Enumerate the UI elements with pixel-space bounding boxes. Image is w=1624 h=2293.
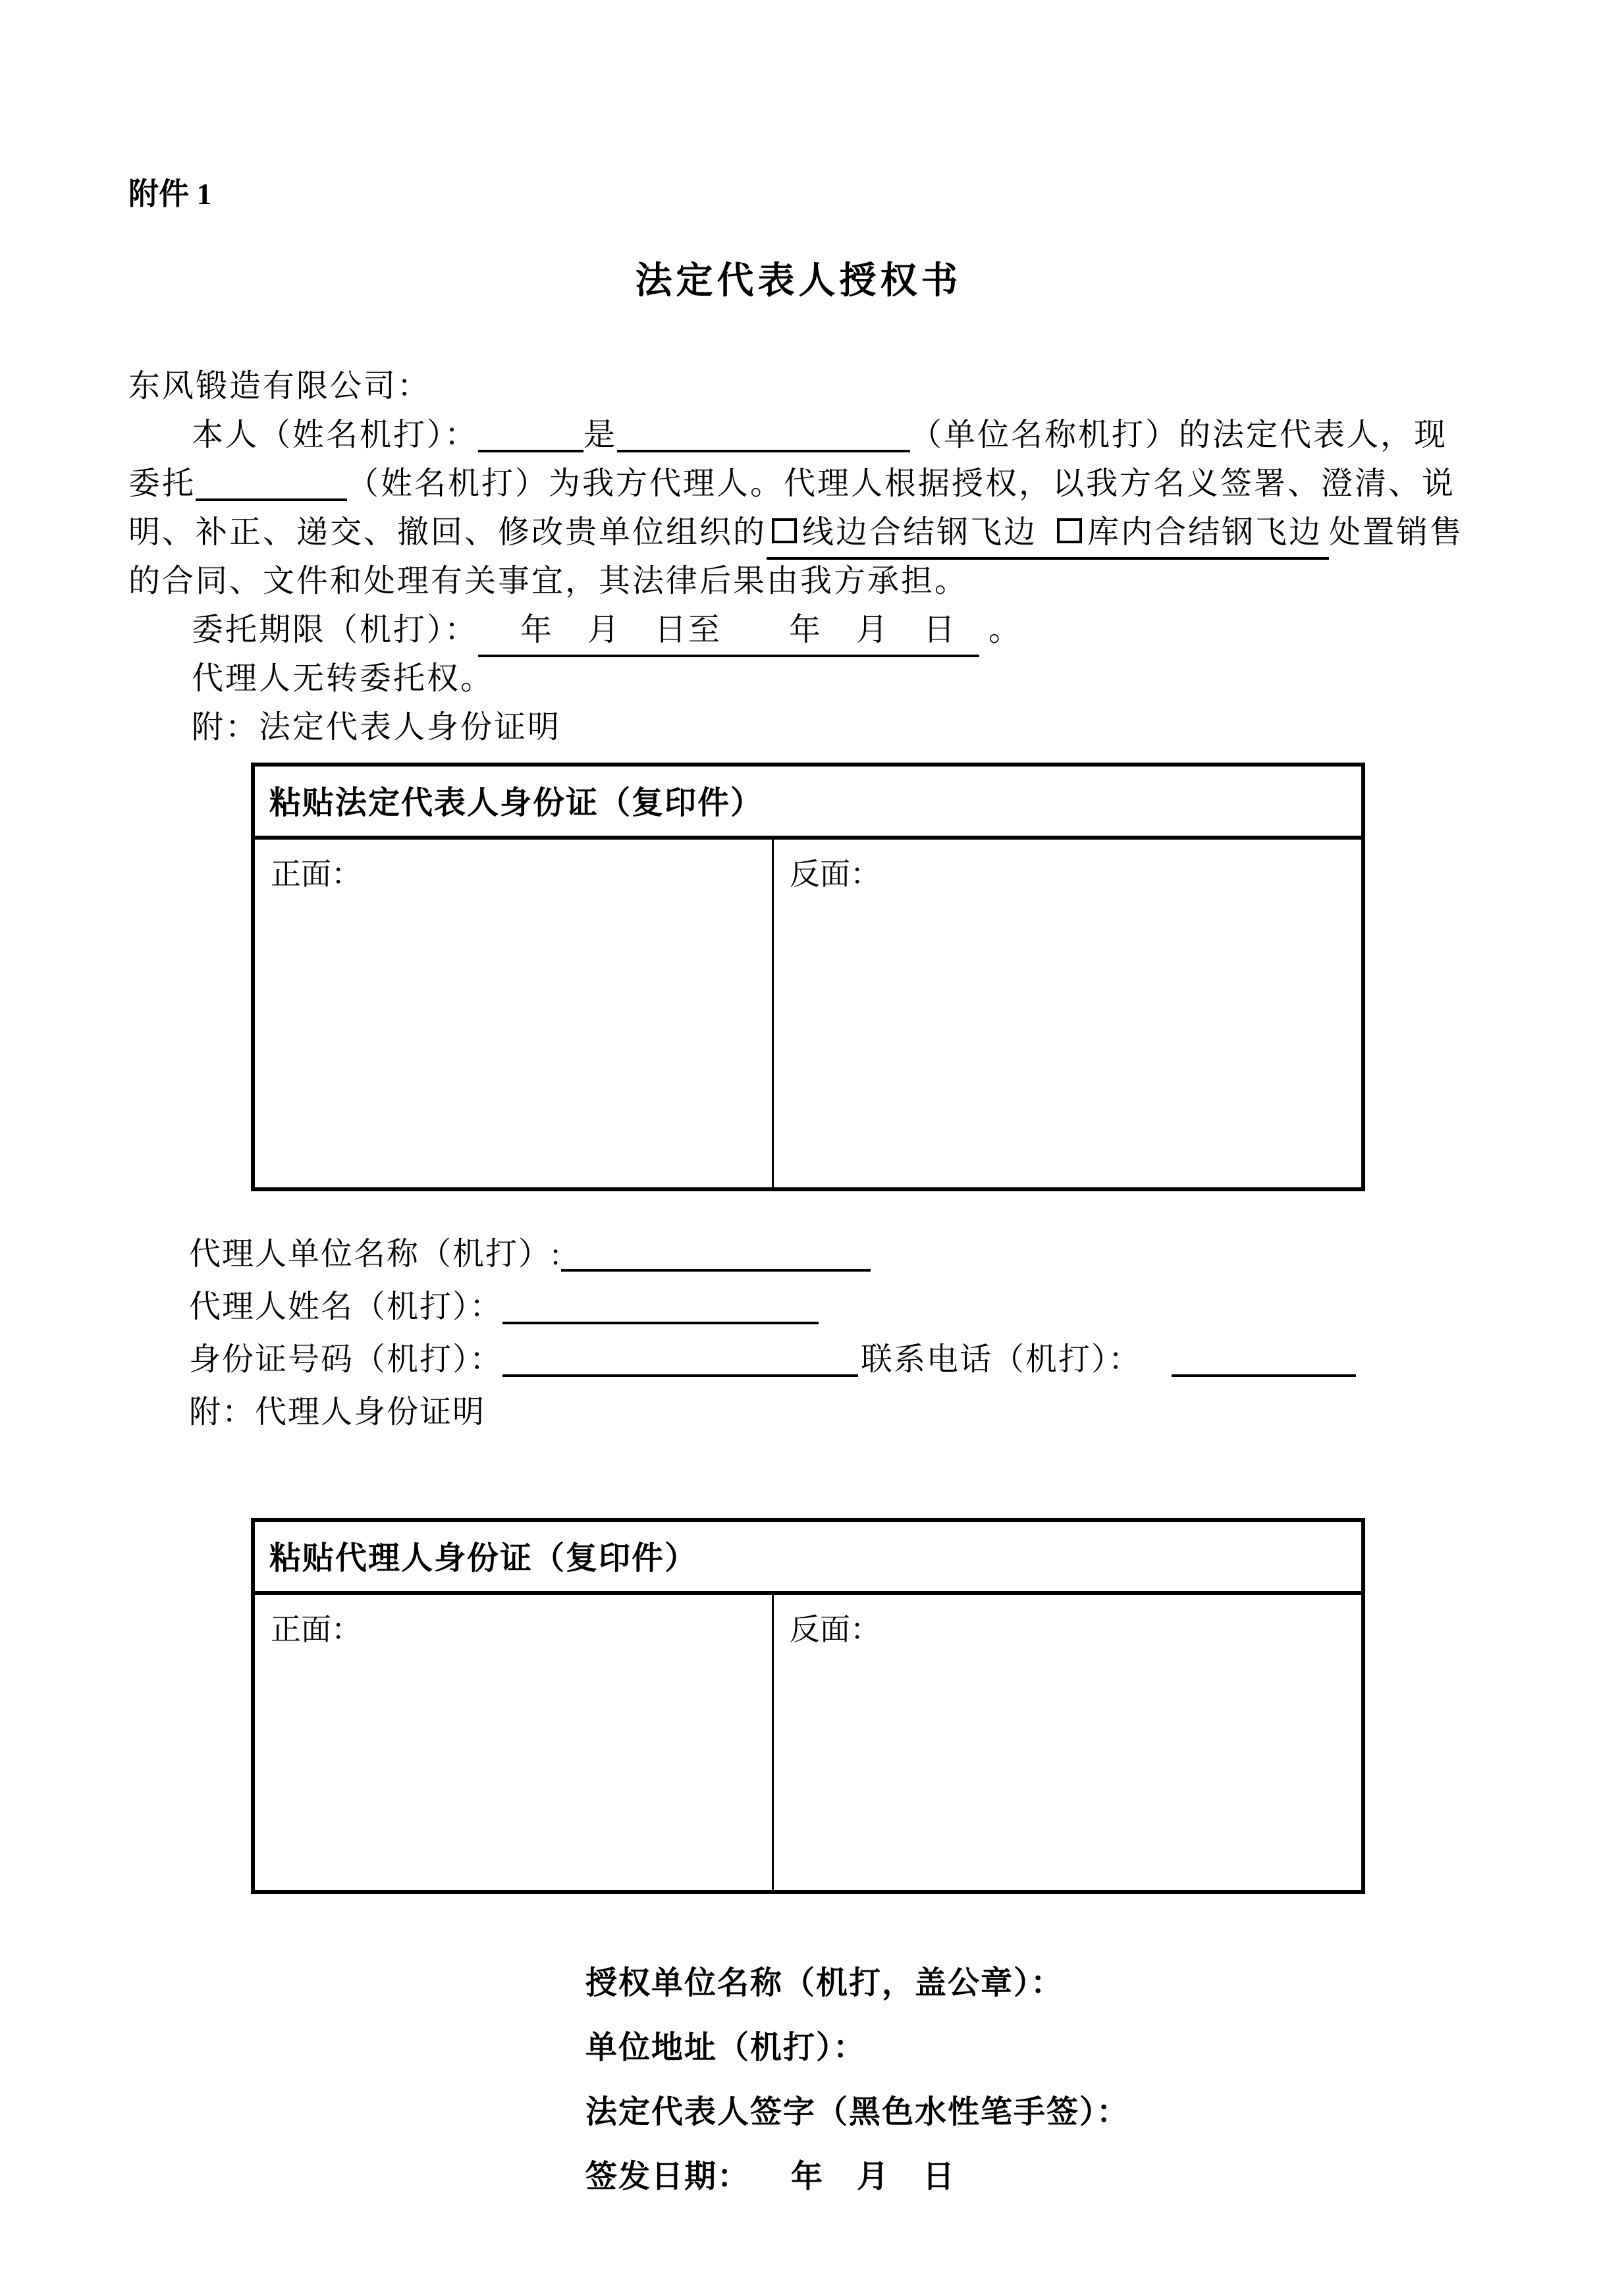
paragraph-line-1 bbox=[128, 411, 1469, 460]
unit-address-line: 单位地址（机打）： bbox=[585, 2030, 867, 2065]
no-subdelegation-note: 代理人无转委托权。 bbox=[192, 661, 495, 696]
agent-id-table-header: 粘贴代理人身份证（复印件） bbox=[255, 1522, 1361, 1595]
authorization-body bbox=[128, 362, 1469, 752]
authorizing-unit-name-line: 授权单位名称（机打，盖公章）： bbox=[585, 1966, 1064, 2001]
legal-rep-id-back-cell bbox=[774, 840, 1361, 1187]
duration-line bbox=[128, 606, 1469, 655]
agent-id-attachment-note: 附：代理人身份证明 bbox=[189, 1395, 486, 1430]
agent-phone-blank-underline bbox=[1172, 1344, 1356, 1377]
option-warehouse-flash: 库内合结钢飞边 bbox=[1087, 515, 1323, 550]
agent-id-phone-line bbox=[128, 1334, 1469, 1386]
agent-id-number-label: 身份证号码（机打）： bbox=[189, 1342, 503, 1377]
agent-name-line bbox=[128, 1281, 1469, 1334]
legal-rep-signature-line: 法定代表人签字（黑色水性笔手签）： bbox=[585, 2095, 1130, 2130]
duration-period: 。 bbox=[988, 612, 1023, 647]
legal-rep-id-table bbox=[251, 763, 1365, 1191]
duration-date-fields: 年 月 日至 年 月 日 bbox=[520, 612, 958, 647]
legal-rep-id-table-body bbox=[255, 840, 1361, 1187]
line3-suffix: 处置销售 bbox=[1329, 515, 1464, 550]
agent-id-back-label: 反面： bbox=[790, 1613, 880, 1646]
agent-unit-name-blank-underline bbox=[561, 1239, 871, 1272]
line2-label: 委托 bbox=[128, 466, 196, 501]
legal-rep-id-front-cell bbox=[255, 840, 774, 1187]
paragraph-line-2 bbox=[128, 460, 1469, 508]
agent-unit-name-label: 代理人单位名称（机打）: bbox=[189, 1237, 562, 1272]
issue-date-label: 签发日期： bbox=[585, 2159, 751, 2194]
footer-signature-block bbox=[585, 1965, 1469, 2196]
duration-label: 委托期限（机打）： bbox=[192, 612, 479, 647]
duration-blank-underline bbox=[478, 606, 979, 657]
agent-id-front-label: 正面： bbox=[271, 1613, 362, 1646]
line1-suffix: （单位名称机打）的法定代表人，现 bbox=[910, 418, 1448, 452]
paragraph-line-3 bbox=[128, 508, 1469, 557]
line-side-flash-checkbox-icon bbox=[772, 518, 797, 543]
agent-phone-label: 联系电话（机打）： bbox=[861, 1342, 1142, 1377]
legal-rep-id-front-label: 正面： bbox=[271, 857, 362, 891]
unit-name-blank-underline bbox=[617, 419, 910, 452]
page-title: 法定代表人授权书 bbox=[635, 261, 962, 302]
line2-suffix: （姓名机打）为我方代理人。代理人根据授权，以我方名义签署、澄清、说 bbox=[347, 466, 1456, 501]
agent-id-front-cell bbox=[255, 1595, 774, 1890]
agent-name-label: 代理人姓名（机打）： bbox=[189, 1289, 503, 1324]
agent-id-number-blank-underline bbox=[502, 1344, 858, 1377]
line3-label: 明、补正、递交、撤回、修改贵单位组织的 bbox=[128, 515, 767, 550]
legal-rep-id-attachment-note: 附：法定代表人身份证明 bbox=[192, 710, 562, 745]
agent-name-blank-underline-2 bbox=[502, 1291, 819, 1324]
agent-name-blank-underline bbox=[196, 468, 347, 501]
paragraph-line-4: 的合同、文件和处理有关事宜，其法律后果由我方承担。 bbox=[128, 564, 969, 599]
line1-label: 本人（姓名机打）： bbox=[192, 418, 479, 452]
issue-date-fields: 年 月 日 bbox=[791, 2159, 956, 2194]
legal-rep-id-back-label: 反面： bbox=[790, 857, 880, 891]
agent-id-table bbox=[251, 1518, 1365, 1894]
option-line-side-flash: 线边合结钢飞边 bbox=[802, 515, 1038, 550]
agent-id-table-body bbox=[255, 1595, 1361, 1890]
legal-rep-name-blank-underline bbox=[478, 419, 583, 452]
attachment-label: 附件 1 bbox=[128, 177, 212, 211]
warehouse-flash-checkbox-icon bbox=[1057, 518, 1082, 543]
agent-id-back-cell bbox=[774, 1595, 1361, 1890]
agent-info-block bbox=[128, 1228, 1469, 1439]
agent-unit-name-line bbox=[128, 1228, 1469, 1281]
line1-is: 是 bbox=[583, 418, 618, 452]
legal-rep-id-table-header: 粘贴法定代表人身份证（复印件） bbox=[255, 767, 1361, 840]
salutation: 东风锻造有限公司： bbox=[128, 369, 431, 404]
issue-date-line bbox=[585, 2159, 1469, 2196]
disposal-options-underline bbox=[767, 508, 1329, 560]
